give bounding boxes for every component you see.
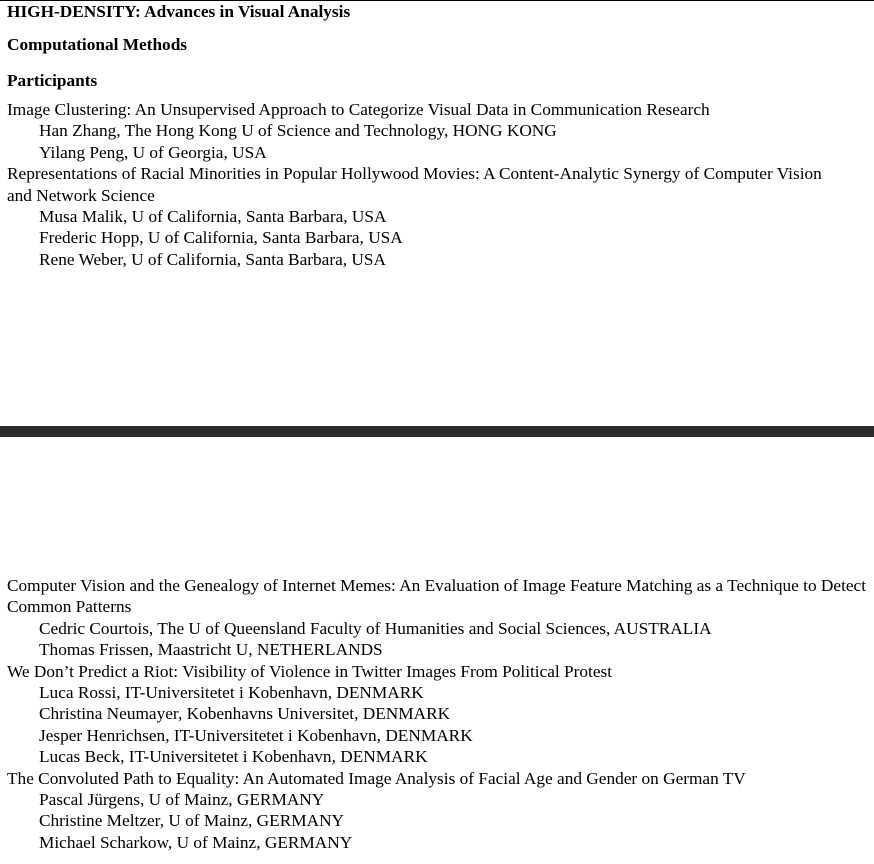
author-line: Pascal Jürgens, U of Mainz, GERMANY [39,790,325,810]
author-line: Jesper Henrichsen, IT-Universitetet i Kobenhavn, DENMARK [39,725,473,745]
paper-entry [7,99,874,163]
participants-heading: Participants [7,70,98,90]
author-line: Cedric Courtois, The U of Queensland Faculty of Humanities and Social Sciences, AUSTRALIA [39,618,712,638]
paper-title: Computer Vision and the Genealogy of Internet Memes: An Evaluation of Image Feature Matching as a Technique to Detect Common Patterns [7,576,867,617]
author-line: Christine Meltzer, U of Mainz, GERMANY [39,811,345,831]
paper-list-page2 [7,575,874,853]
session-title: HIGH-DENSITY: Advances in Visual Analysis [7,2,351,21]
author-line: Christina Neumayer, Kobenhavns Universitet, DENMARK [39,704,451,724]
author-line: Frederic Hopp, U of California, Santa Barbara, USA [39,228,403,248]
division-name: Computational Methods [7,35,188,55]
author-line: Luca Rossi, IT-Universitetet i Kobenhavn, DENMARK [39,683,424,703]
paper-title: We Don’t Predict a Riot: Visibility of Violence in Twitter Images From Political Protest [7,661,613,681]
session-header [7,1,874,91]
author-line: Rene Weber, U of California, Santa Barbara, USA [39,249,386,269]
author-line: Lucas Beck, IT-Universitetet i Kobenhavn, DENMARK [39,747,428,767]
paper-entry [7,575,874,661]
paper-list-page1 [7,99,874,270]
author-line: Michael Scharkow, U of Mainz, GERMANY [39,832,353,852]
author-line: Yilang Peng, U of Georgia, USA [39,142,267,162]
page-separator [0,426,874,437]
paper-entry [7,163,874,270]
paper-title: Image Clustering: An Unsupervised Approach to Categorize Visual Data in Communication Research [7,100,710,119]
author-line: Musa Malik, U of California, Santa Barbara, USA [39,207,387,227]
paper-entry [7,768,874,854]
paper-entry [7,661,874,768]
author-line: Han Zhang, The Hong Kong U of Science and Technology, HONG KONG [39,121,557,141]
paper-title: Representations of Racial Minorities in Popular Hollywood Movies: A Content-Analytic Synergy of Computer Vision and Network Science [7,164,822,205]
paper-title: The Convoluted Path to Equality: An Automated Image Analysis of Facial Age and Gender on German TV [7,768,746,788]
author-line: Thomas Frissen, Maastricht U, NETHERLANDS [39,640,383,660]
